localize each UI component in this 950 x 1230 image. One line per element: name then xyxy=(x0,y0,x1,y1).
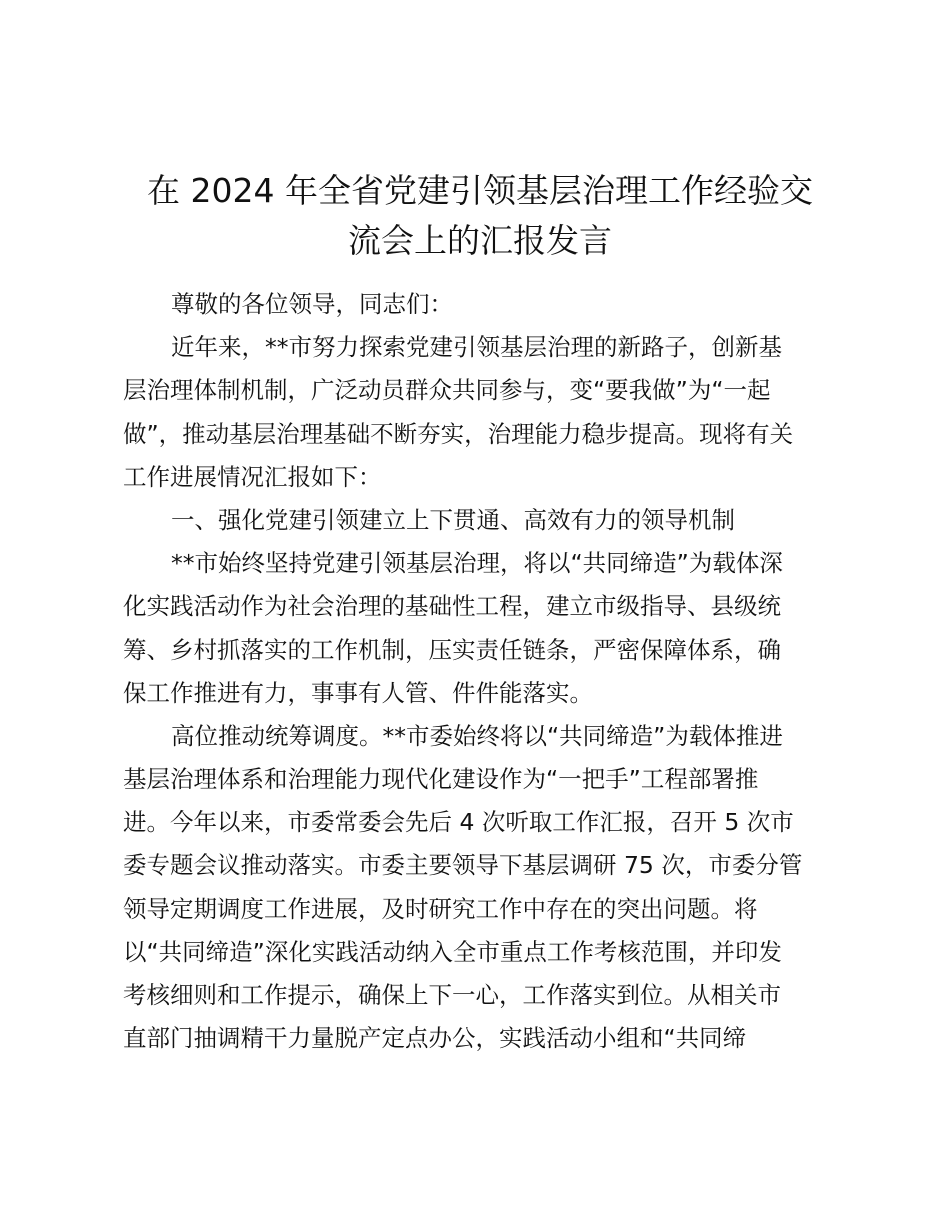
text-line: 领导定期调度工作进展，及时研究工作中存在的突出问题。将 xyxy=(123,894,758,923)
text-line: 层治理体制机制，广泛动员群众共同参与，变“要我做”为“一起 xyxy=(123,376,771,405)
text-line: 基层治理体系和治理能力现代化建设作为“一把手”工程部署推 xyxy=(123,765,759,794)
text-line: 一、强化党建引领建立上下贯通、高效有力的领导机制 xyxy=(171,505,735,534)
text-line: 以“共同缔造”深化实践活动纳入全市重点工作考核范围，并印发 xyxy=(123,937,782,966)
text-line: 做”，推动基层治理基础不断夯实，治理能力稳步提高。现将有关 xyxy=(123,419,794,448)
text-line: 近年来，**市努力探索党建引领基层治理的新路子，创新基 xyxy=(171,333,782,362)
document-body xyxy=(123,283,835,1060)
text-line: 尊敬的各位领导，同志们： xyxy=(171,290,453,318)
text-line: 考核细则和工作提示，确保上下一心，工作落实到位。从相关市 xyxy=(123,981,781,1009)
document-title xyxy=(120,166,840,266)
text-line: 化实践活动作为社会治理的基础性工程，建立市级指导、县级统 xyxy=(123,592,781,621)
text-line: **市始终坚持党建引领基层治理，将以“共同缔造”为载体深 xyxy=(171,549,783,578)
text-line: 保工作推进有力，事事有人管、件件能落实。 xyxy=(123,678,593,707)
text-line: 直部门抽调精干力量脱产定点办公，实践活动小组和“共同缔 xyxy=(123,1024,747,1053)
text-line: 筹、乡村抓落实的工作机制，压实责任链条，严密保障体系，确 xyxy=(123,635,781,664)
text-line: 高位推动统筹调度。**市委始终将以“共同缔造”为载体推进 xyxy=(171,721,783,750)
title-line: 流会上的汇报发言 xyxy=(348,221,612,260)
text-line: 委专题会议推动落实。市委主要领导下基层调研 75 次，市委分管 xyxy=(123,851,803,880)
text-line: 工作进展情况汇报如下： xyxy=(123,462,382,491)
text-line: 进。今年以来，市委常委会先后 4 次听取工作汇报，召开 5 次市 xyxy=(123,808,794,837)
title-line: 在 2024 年全省党建引领基层治理工作经验交 xyxy=(147,171,813,210)
